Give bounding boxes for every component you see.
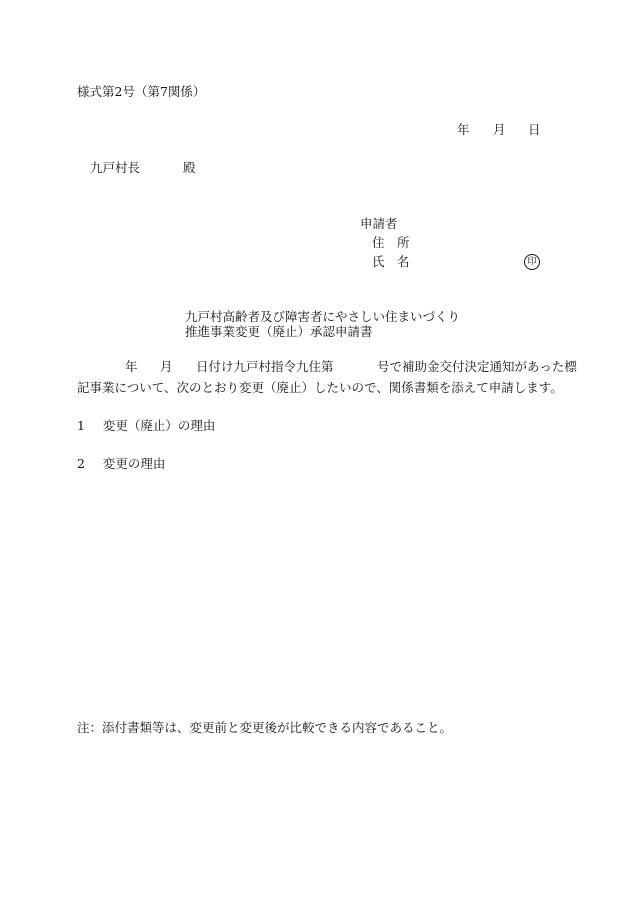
- applicant-label: 申請者: [360, 216, 398, 231]
- body-text-mid: 日付け九戸村指令九住第: [196, 359, 334, 374]
- addressee-honorific: 殿: [183, 160, 196, 175]
- form-number: 様式第2号（第7関係）: [77, 84, 206, 99]
- date-year-label: 年: [457, 122, 470, 137]
- seal-mark: [524, 254, 540, 270]
- applicant-name-label: 氏 名: [372, 254, 410, 269]
- document-title-line1: 九戸村高齢者及び障害者にやさしい住まいづくり: [185, 309, 461, 324]
- seal-icon: 印: [524, 254, 540, 270]
- date-day-label: 日: [528, 122, 541, 137]
- item-1: [77, 420, 215, 433]
- addressee-name: 九戸村長: [90, 160, 141, 175]
- body-text-end: 号で補助金交付決定通知があった標: [377, 359, 577, 374]
- document-title-line2: 推進事業変更（廃止）承認申請書: [185, 324, 373, 339]
- item-number: 1: [77, 418, 85, 433]
- item-text: 変更の理由: [102, 456, 166, 471]
- footnote: 注：添付書類等は、変更前と変更後が比較できる内容であること。: [77, 720, 453, 735]
- applicant-address-label: 住 所: [372, 235, 410, 250]
- body-month-label: 月: [160, 359, 173, 374]
- date-month-label: 月: [493, 122, 506, 137]
- body-text-line2: 記事業について、次のとおり変更（廃止）したいので、関係書類を添えて申請します。: [77, 380, 563, 395]
- item-text: 変更（廃止）の理由: [102, 418, 216, 433]
- body-year-label: 年: [125, 359, 138, 374]
- item-2: [77, 458, 165, 471]
- item-number: 2: [77, 456, 85, 471]
